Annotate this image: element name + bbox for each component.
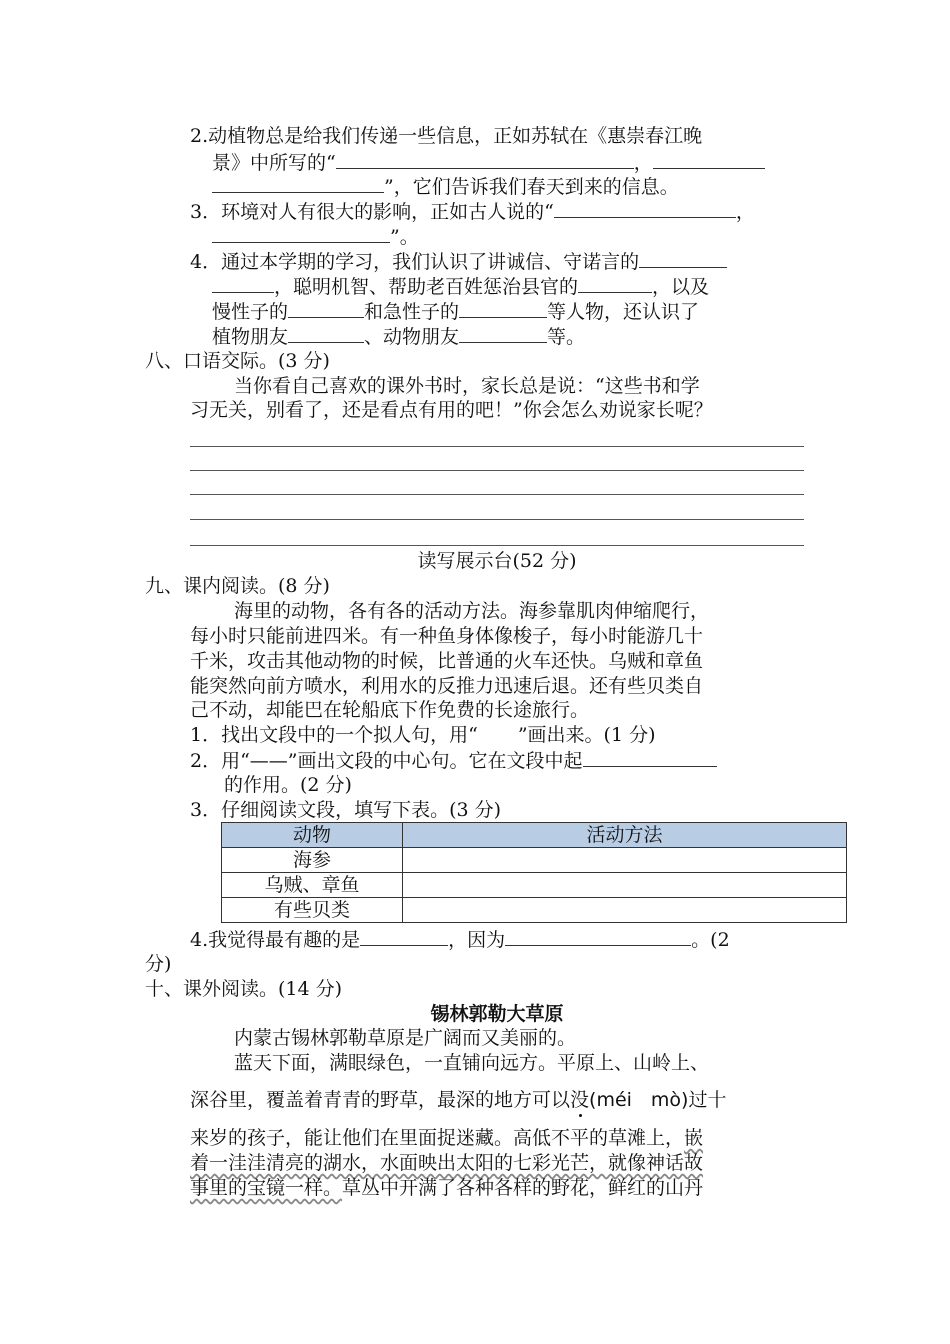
q7-item2-text-b: ， — [633, 152, 653, 174]
q7-item4-line1 — [190, 249, 727, 274]
table-cell-animal: 海参 — [222, 848, 403, 873]
table-header-row — [222, 823, 847, 848]
q7-item3-text-c: ”。 — [390, 226, 419, 248]
table-row — [222, 873, 847, 898]
q7-item3-blank1[interactable] — [554, 199, 736, 218]
q9-sub2-line1 — [190, 748, 717, 773]
q9-sub4-blank1[interactable] — [360, 927, 448, 946]
dotted-character: 没 — [570, 1089, 590, 1111]
table-header-method: 活动方法 — [403, 823, 847, 848]
q7-item3-blank2[interactable] — [212, 224, 390, 243]
table-cell-answer[interactable] — [403, 848, 847, 873]
q8-answer-line-2[interactable] — [190, 470, 804, 471]
q9-sub4-text-a: 4.我觉得最有趣的是 — [190, 929, 361, 951]
activity-table — [221, 822, 847, 923]
article-text: 深谷里，覆盖着青青的野草，最深的地方可以 — [190, 1089, 571, 1111]
article-p2-line2 — [190, 1088, 726, 1112]
q9-sub1-text-b: ”画出来。(1 分) — [517, 724, 656, 746]
q7-item2-text-c: ”，它们告诉我们春天到来的信息。 — [384, 176, 679, 198]
q7-item4-blank3[interactable] — [288, 299, 364, 318]
table-row — [222, 898, 847, 923]
q7-item4-text-i: 等。 — [547, 326, 586, 348]
q8-answer-line-1[interactable] — [190, 446, 804, 447]
article-p2-line4: 着一洼洼清亮的湖水，水面映出太阳的七彩光芒，就像神话故 — [190, 1152, 704, 1174]
section-title: 读写展示台(52 分) — [417, 550, 577, 572]
q7-item4-text-d: 慢性子的 — [212, 301, 289, 323]
q8-title: 八、口语交际。(3 分) — [145, 350, 330, 372]
q7-item3-text-a: 3．环境对人有很大的影响，正如古人说的“ — [190, 201, 554, 223]
table-cell-answer[interactable] — [403, 898, 847, 923]
q9-sub1 — [190, 723, 655, 747]
q9-sub4-text-c: 。(2 — [691, 929, 730, 951]
q7-item2-line2 — [212, 150, 765, 175]
article-text: 过十 — [688, 1089, 727, 1111]
q7-item2-line3 — [212, 174, 679, 199]
q8-answer-line-5[interactable] — [190, 545, 804, 546]
q7-item3-line2 — [212, 224, 419, 249]
article-text: 来岁的孩子，能让他们在里面捉迷藏。高低不平的草滩上， — [190, 1127, 685, 1149]
q9-passage-line4: 能突然向前方喷水，利用水的反推力迅速后退。还有些贝类自 — [190, 675, 704, 697]
q8-answer-line-4[interactable] — [190, 519, 804, 520]
table-cell-animal: 有些贝类 — [222, 898, 403, 923]
q9-passage-line2: 每小时只能前进四米。有一种鱼身体像梭子，每小时能游几十 — [190, 625, 704, 647]
wavy-line-mark — [478, 723, 518, 747]
q7-item4-text-h: 、动物朋友 — [364, 326, 460, 348]
q9-sub4-line2: 分) — [145, 953, 172, 975]
q9-sub2-line2: 的作用。(2 分) — [224, 774, 352, 796]
table-cell-animal: 乌贼、章鱼 — [222, 873, 403, 898]
q8-para-line2: 习无关，别看了，还是看点有用的吧！”你会怎么劝说家长呢？ — [190, 399, 713, 421]
table-cell-answer[interactable] — [403, 873, 847, 898]
q7-item4-blank5[interactable] — [288, 324, 364, 343]
q7-item4-text-f: 等人物，还认识了 — [547, 301, 700, 323]
q7-item4-blank4[interactable] — [459, 299, 547, 318]
q8-answer-line-3[interactable] — [190, 494, 804, 495]
q10-title: 十、课外阅读。(14 分) — [145, 978, 343, 1000]
article-p2-line5 — [190, 1176, 703, 1200]
article-p2-line1: 蓝天下面，满眼绿色，一直铺向远方。平原上、山岭上、 — [234, 1052, 710, 1074]
q7-item3-line1 — [190, 199, 755, 224]
q7-item4-line2 — [212, 274, 709, 299]
q7-item4-line3 — [212, 299, 699, 324]
article-p2-line3 — [190, 1126, 703, 1150]
q7-item4-text-c: ，以及 — [652, 276, 710, 298]
table-row — [222, 848, 847, 873]
article-title: 锡林郭勒大草原 — [430, 1003, 564, 1025]
q8-para-line1: 当你看自己喜欢的课外书时，家长总是说：“这些书和学 — [234, 375, 700, 397]
q9-sub2-blank[interactable] — [583, 748, 717, 767]
q7-item4-blank6[interactable] — [459, 324, 547, 343]
article-p1: 内蒙古锡林郭勒草原是广阔而又美丽的。 — [234, 1027, 577, 1049]
q9-sub2-text-a: 2．用“——”画出文段的中心句。它在文段中起 — [190, 750, 583, 772]
q7-item2-blank2[interactable] — [653, 150, 765, 169]
wavy-underlined-text: 事里的宝镜一样。 — [190, 1177, 343, 1199]
q7-item2-blank3[interactable] — [212, 174, 384, 193]
article-text: 草丛中开满了各种各样的野花，鲜红的山丹 — [342, 1177, 704, 1199]
q9-title: 九、课内阅读。(8 分) — [145, 575, 330, 597]
q7-item4-text-b: ，聪明机智、帮助老百姓惩治县官的 — [274, 276, 579, 298]
pinyin-options: (méi mò) — [589, 1089, 689, 1111]
q7-item4-blank1[interactable] — [639, 249, 727, 268]
q7-item4-text-g: 植物朋友 — [212, 326, 289, 348]
q7-item4-blank1-cont[interactable] — [212, 274, 274, 293]
q7-item4-text-a: 4．通过本学期的学习，我们认识了讲诚信、守诺言的 — [190, 251, 640, 273]
q9-sub4-blank2[interactable] — [505, 927, 691, 946]
q9-sub1-text-a: 1．找出文段中的一个拟人句，用“ — [190, 724, 478, 746]
q9-sub3: 3．仔细阅读文段，填写下表。(3 分) — [190, 799, 502, 821]
q7-item4-line4 — [212, 324, 585, 349]
q9-passage-line3: 千米，攻击其他动物的时候，比普通的火车还快。乌贼和章鱼 — [190, 650, 704, 672]
q7-item3-text-b: ， — [735, 201, 755, 223]
q9-sub4 — [190, 927, 730, 952]
q7-item4-text-e: 和急性子的 — [364, 301, 460, 323]
q9-passage-line5: 己不动，却能巴在轮船底下作免费的长途旅行。 — [190, 699, 590, 721]
q7-item2-blank1[interactable] — [336, 150, 634, 169]
q7-item2-text-a: 景》中所写的“ — [212, 152, 336, 174]
q7-item4-blank2[interactable] — [578, 274, 652, 293]
q9-passage-line1: 海里的动物，各有各的活动方法。海参靠肌肉伸缩爬行， — [234, 600, 710, 622]
wavy-underlined-text: 嵌 — [684, 1127, 704, 1149]
q7-item2-line1: 2.动植物总是给我们传递一些信息，正如苏轼在《惠崇春江晚 — [190, 125, 703, 147]
q9-sub4-text-b: ，因为 — [448, 929, 506, 951]
table-header-animal: 动物 — [222, 823, 403, 848]
